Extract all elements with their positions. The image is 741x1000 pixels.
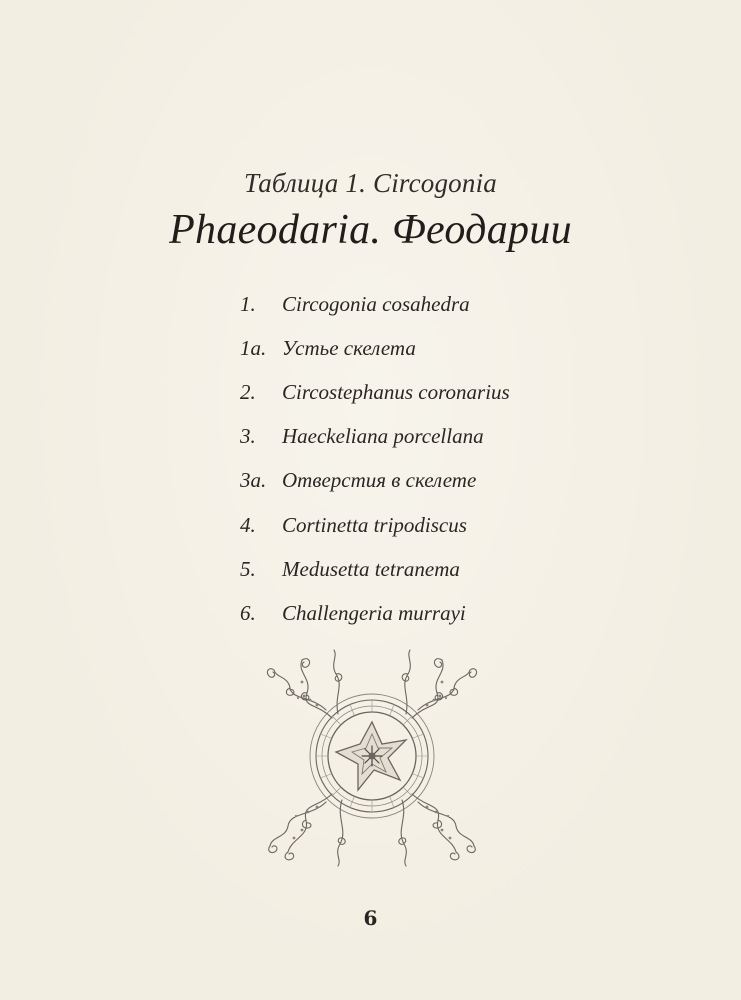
item-number: 5.: [240, 556, 256, 581]
item-name: Устье скелета: [282, 335, 416, 360]
page-title: Phaeodaria. Феодарии: [169, 207, 572, 253]
medusa-engraving-icon: [262, 648, 482, 868]
item-name: Medusetta tetranema: [282, 556, 460, 581]
list-item: [240, 547, 640, 591]
item-name: Haeckeliana porcellana: [282, 424, 484, 449]
item-name: Отверстия в скелете: [282, 468, 477, 493]
page-number: 6: [363, 906, 378, 930]
list-item: [240, 370, 640, 414]
plate-subtitle: Таблица 1. Circogonia: [243, 168, 497, 198]
species-list: [240, 282, 640, 636]
item-number: 1.: [240, 291, 256, 316]
item-number: 6.: [240, 600, 256, 625]
item-number: 2.: [240, 379, 256, 404]
item-name: Circogonia cosahedra: [282, 291, 470, 316]
item-name: Cortinetta tripodiscus: [282, 512, 467, 537]
item-name: Circostephanus coronarius: [282, 379, 510, 404]
item-number: 4.: [240, 512, 256, 537]
item-name: Challengeria murrayi: [282, 600, 466, 625]
list-item: [240, 326, 640, 370]
list-item: [240, 282, 640, 326]
list-item: [240, 459, 640, 503]
item-number: 3.: [240, 424, 256, 449]
item-number: 3а.: [240, 468, 267, 493]
list-item: [240, 591, 640, 635]
item-number: 1а.: [240, 335, 267, 360]
list-item: [240, 415, 640, 459]
list-item: [240, 503, 640, 547]
